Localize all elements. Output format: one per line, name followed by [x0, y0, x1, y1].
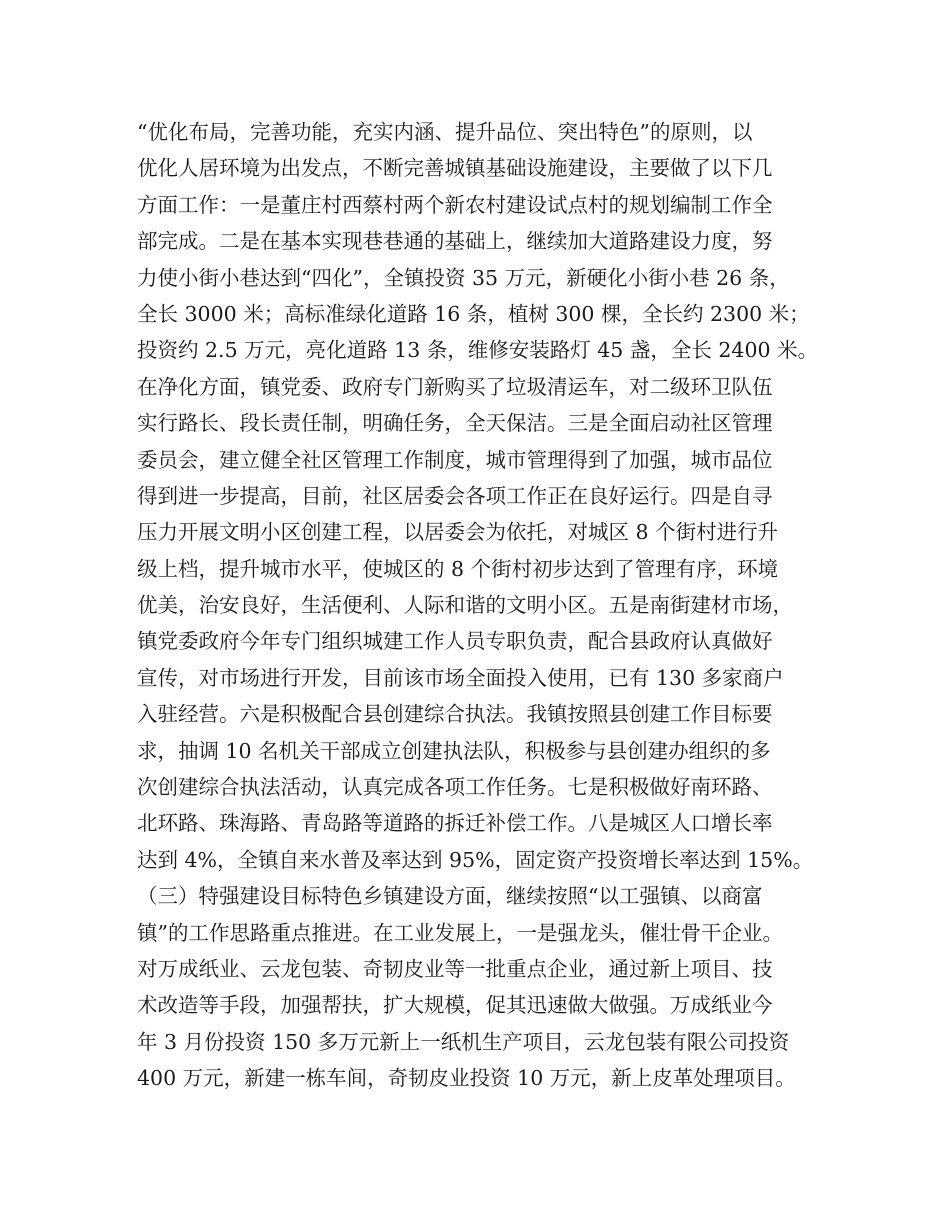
text-line: 方面工作：一是董庄村西蔡村两个新农村建设试点村的规划编制工作全	[137, 192, 773, 217]
text-line: 术改造等手段，加强帮扶，扩大规模，促其迅速做大做强。万成纸业今	[137, 993, 773, 1018]
text-line: 级上档，提升城市水平，使城区的 8 个街村初步达到了管理有序，环境	[137, 556, 779, 581]
text-line: 年 3 月份投资 150 多万元新上一纸机生产项目，云龙包装有限公司投资	[137, 1029, 790, 1054]
text-line: 实行路长、段长责任制，明确任务，全天保洁。三是全面启动社区管理	[137, 411, 773, 436]
text-line: 在净化方面，镇党委、政府专门新购买了垃圾清运车，对二级环卫队伍	[137, 374, 773, 399]
text-line: 400 万元，新建一栋车间，奇韧皮业投资 10 万元，新上皮革处理项目。	[137, 1066, 796, 1091]
text-line: 优化人居环境为出发点，不断完善城镇基础设施建设，主要做了以下几	[137, 156, 773, 181]
text-line: 镇党委政府今年专门组织城建工作人员专职负责，配合县政府认真做好	[137, 629, 773, 654]
text-line: 次创建综合执法活动，认真完成各项工作任务。七是积极做好南环路、	[137, 775, 773, 800]
text-line: 优美，治安良好，生活便利、人际和谐的文明小区。五是南街建材市场，	[137, 593, 793, 618]
text-line: 宣传，对市场进行开发，目前该市场全面投入使用，已有 130 多家商户	[137, 665, 784, 690]
body-text	[137, 114, 837, 1097]
text-line: 入驻经营。六是积极配合县创建综合执法。我镇按照县创建工作目标要	[137, 702, 773, 727]
text-line: 投资约 2.5 万元，亮化道路 13 条，维修安装路灯 45 盏，全长 2400 米。	[137, 338, 819, 363]
text-line: 对万成纸业、云龙包装、奇韧皮业等一批重点企业，通过新上项目、技	[137, 956, 773, 981]
text-line: 得到进一步提高，目前，社区居委会各项工作正在良好运行。四是自寻	[137, 483, 773, 508]
text-line: 北环路、珠海路、青岛路等道路的拆迁补偿工作。八是城区人口增长率	[137, 811, 773, 836]
text-line: 委员会，建立健全社区管理工作制度，城市管理得到了加强，城市品位	[137, 447, 773, 472]
text-line: 达到 4%，全镇自来水普及率达到 95%，固定资产投资增长率达到 15%。	[137, 847, 814, 872]
text-line: 部完成。二是在基本实现巷巷通的基础上，继续加大道路建设力度，努	[137, 229, 773, 254]
text-line: 镇”的工作思路重点推进。在工业发展上，一是强龙头，催壮骨干企业。	[137, 920, 783, 945]
text-line: 求，抽调 10 名机关干部成立创建执法队，积极参与县创建办组织的多	[137, 738, 771, 763]
section-heading-line: （三）特强建设目标特色乡镇建设方面，继续按照“以工强镇、以商富	[137, 884, 763, 909]
text-line: 全长 3000 米；高标准绿化道路 16 条，植树 300 棵，全长约 2300 米；	[137, 301, 810, 326]
text-line: 压力开展文明小区创建工程，以居委会为依托，对城区 8 个街村进行升	[137, 520, 779, 545]
text-line: “优化布局，完善功能，充实内涵、提升品位、突出特色”的原则，以	[137, 120, 753, 144]
text-line: 力使小街小巷达到“四化”，全镇投资 35 万元，新硬化小街小巷 26 条，	[137, 265, 790, 290]
